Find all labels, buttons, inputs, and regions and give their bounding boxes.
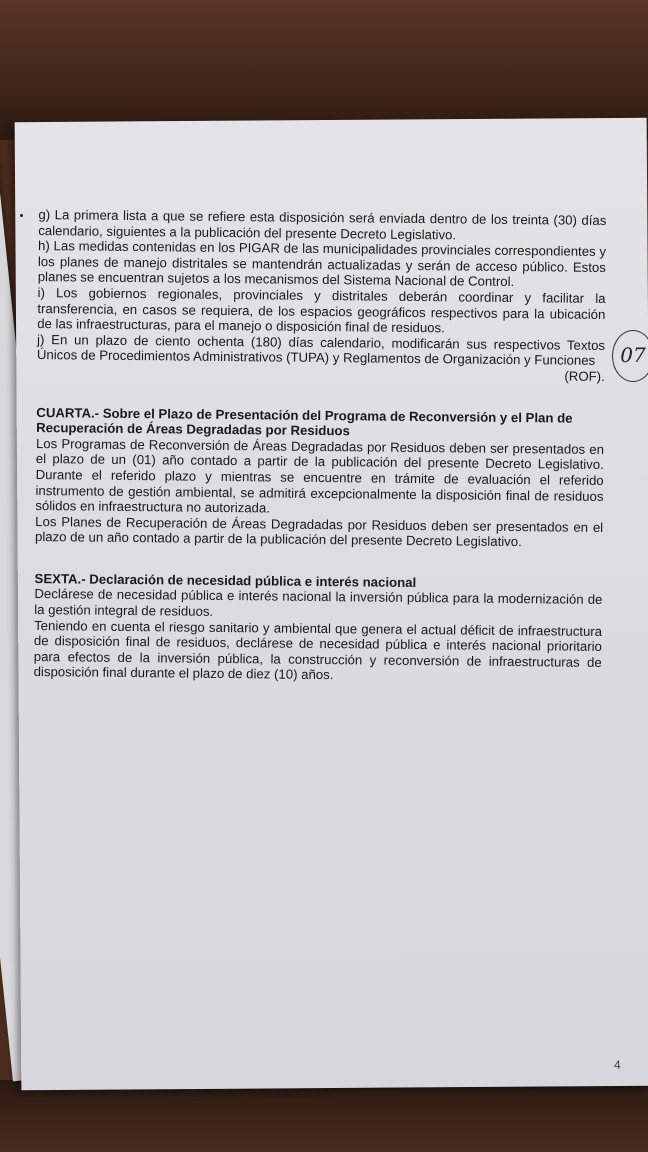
paragraph-i: i) Los gobiernos regionales, provinciales y distritales deberán coordinar y facilitar la transferencia, en casos se requiera, de los espacios geográficos respectivos para la ubicación de las infraestructuras, para el manejo o disposición final de residuos.	[37, 285, 606, 336]
sexta-paragraph: Teniendo en cuenta el riesgo sanitario y ambiental que genera el actual déficit de infraestructura de disposición final de residuos, declárese de necesidad pública e interés nacional prioritario para efectos de la inversión pública, la construcción y reconversión de infraestructuras de disposición final durante el plazo de diez (10) años.	[33, 617, 603, 683]
paragraph-h: h) Las medidas contenidas en los PIGAR de las municipalidades provinciales correspondientes y los planes de manejo distritales se mantendrán actualizadas y serán de acceso público. Estos planes se encuentran sujetos a los mecanismos del Sistema Nacional de Control.	[37, 238, 607, 290]
cuarta-paragraph: Los Programas de Reconversión de Áreas Degradadas por Residuos deben ser presentados en el plazo de un (01) año contado a partir de la publicación del presente Decreto Legislativo. Durante el referido plazo y mientras se encuentre en trámite de evaluación el referido instrumento de gestión ambiental, se admitirá excepcionalmente la disposición final de residuos sólidos en infraestructura no autorizada.	[35, 435, 605, 516]
sexta-paragraph: Declárese de necesidad pública e interés nacional la inversión pública para la modernización de la gestión integral de residuos.	[34, 586, 603, 619]
bullet-dot	[20, 214, 23, 217]
cuarta-paragraph: Los Planes de Recuperación de Áreas Degradadas por Residuos deben ser presentados en el plazo de un año contado a partir de la publicación del presente Decreto Legislativo.	[34, 513, 604, 550]
handwritten-page-mark: 07	[612, 330, 648, 382]
paragraph-j: j) En un plazo de ciento ochenta (180) días calendario, modificarán sus respectivos Textos Únicos de Procedimientos Administrativos (TUPA) y Reglamentos de Organización y Funciones	[36, 331, 606, 369]
cuarta-heading: CUARTA.- Sobre el Plazo de Presentación del Programa de Reconversión y el Plan de Recuperación de Áreas Degradadas por Residuos	[36, 404, 573, 439]
sexta-heading: SEXTA.- Declaración de necesidad pública e interés nacional	[34, 570, 417, 590]
rof-label: (ROF).	[564, 368, 605, 384]
paragraph-g: g) La primera lista a que se refiere esta disposición será enviada dentro de los treinta (30) días calendario, siguientes a la publicación del presente Decreto Legislativo.	[38, 207, 607, 243]
page-number: 4	[614, 1058, 621, 1072]
desk-background-bottom	[0, 1080, 648, 1152]
document-body	[34, 207, 607, 686]
